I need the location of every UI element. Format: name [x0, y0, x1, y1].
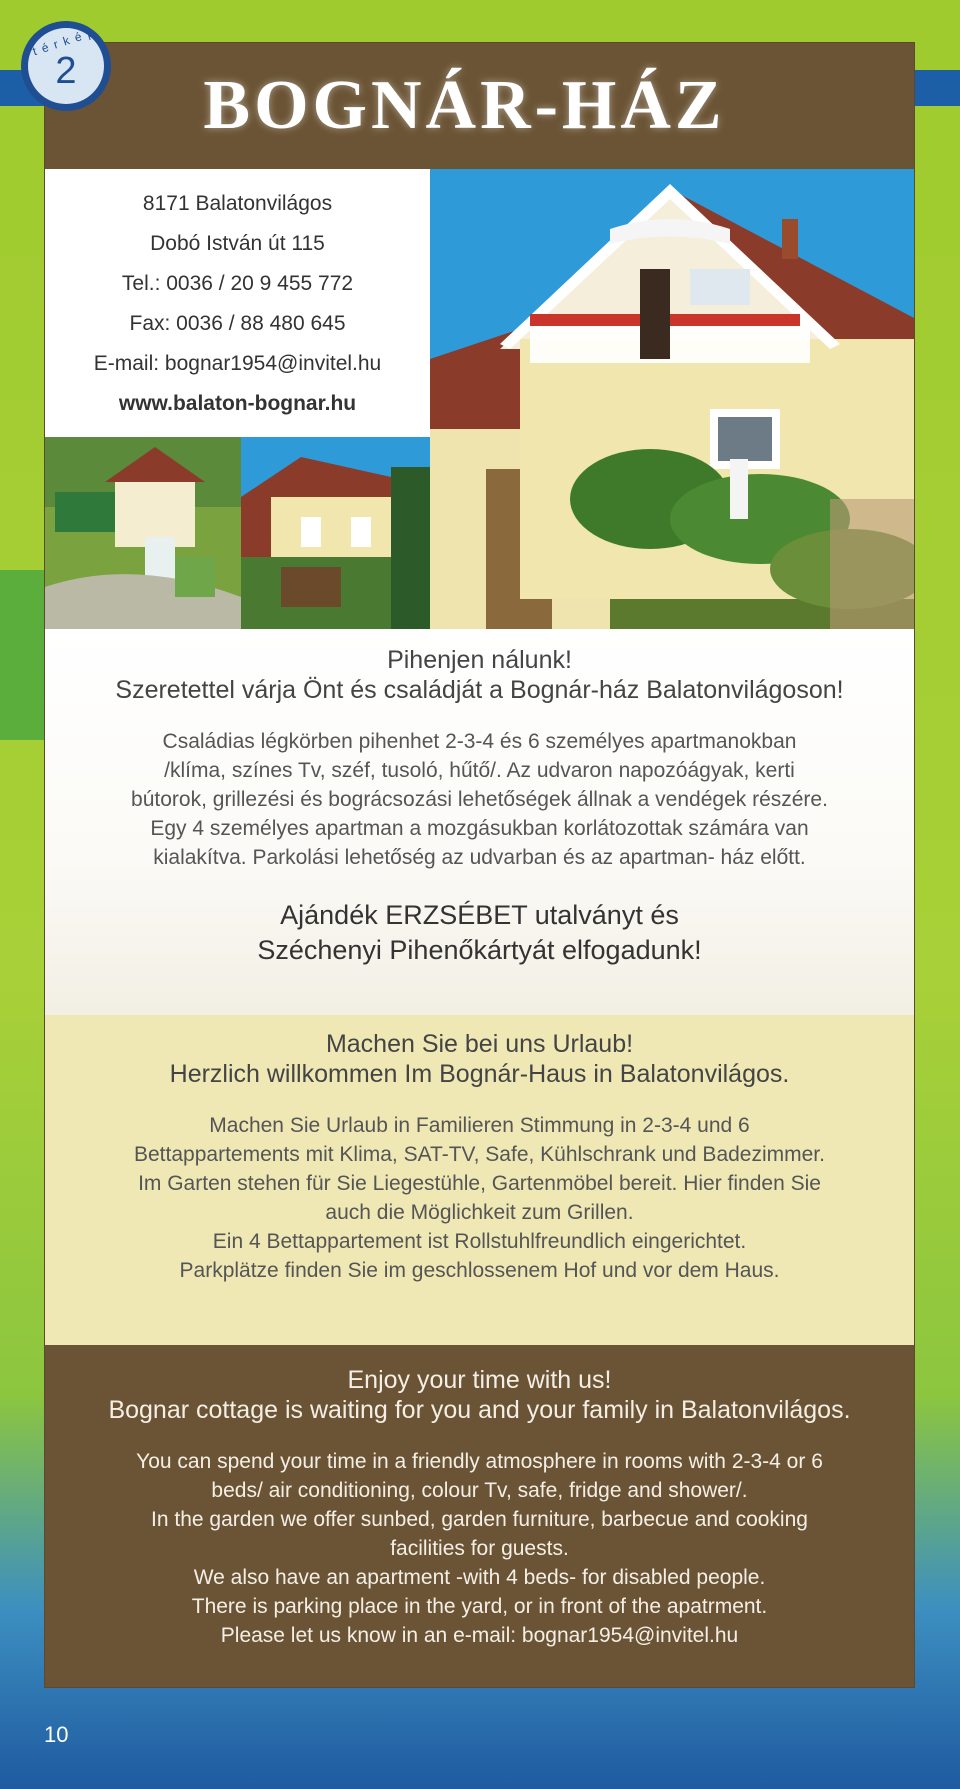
page-number: 10 [44, 1722, 69, 1747]
hu-body-line: kialakítva. Parkolási lehetőség az udvarban és az apartman- ház előtt. [153, 846, 806, 869]
yard-photo [241, 437, 430, 629]
hungarian-section [45, 629, 914, 1015]
house-photo [430, 169, 915, 629]
phone-line: Tel.: 0036 / 20 9 455 772 [121, 271, 354, 295]
hu-body-line: Egy 4 személyes apartman a mozgásukban korlátozottak számára van [150, 817, 809, 840]
hu-body-line: /klíma, színes Tv, széf, tusoló, hűtő/. Az udvaron napozóágyak, kerti [164, 759, 795, 782]
advert-poster [44, 42, 915, 1688]
en-body-line: beds/ air conditioning, colour Tv, safe, fridge and shower/. [211, 1479, 748, 1502]
map-badge-inner [28, 23, 104, 104]
de-body-line: Im Garten stehen für Sie Liegestühle, Gartenmöbel bereit. Hier finden Sie [138, 1172, 821, 1195]
page-title: BOGNÁR-HÁZ [203, 67, 726, 144]
map-badge-number: 2 [55, 49, 77, 92]
de-heading-1: Machen Sie bei uns Urlaub! [325, 1030, 634, 1058]
website-link[interactable]: www.balaton-bognar.hu [118, 391, 357, 415]
map-badge-word: térkép [30, 23, 102, 59]
en-body-line: In the garden we offer sunbed, garden furniture, barbecue and cooking [151, 1508, 808, 1531]
gift-voucher-line-2: Széchenyi Pihenőkártyát elfogadunk! [257, 935, 702, 965]
de-body-line: Machen Sie Urlaub in Familieren Stimmung in 2-3-4 und 6 [209, 1114, 750, 1137]
hu-body-line: Családias légkörben pihenhet 2-3-4 és 6 személyes apartmanokban [162, 730, 797, 753]
de-body-line: auch die Möglichkeit zum Grillen. [325, 1201, 634, 1224]
contact-block [45, 169, 430, 437]
hu-heading-2: Szeretettel várja Önt és családját a Bognár-ház Balatonvilágoson! [115, 676, 844, 704]
address-line-1: 8171 Balatonvilágos [142, 191, 333, 215]
garden-photo [45, 437, 241, 629]
de-body-line: Bettappartements mit Klima, SAT-TV, Safe, Kühlschrank und Badezimmer. [134, 1143, 825, 1166]
header-bar [45, 43, 914, 169]
green-band [0, 570, 46, 740]
gift-voucher-line-1: Ajándék ERZSÉBET utalványt és [280, 900, 679, 930]
de-body-line: Parkplätze finden Sie im geschlossenem Hof und vor dem Haus. [179, 1259, 780, 1282]
en-body-line: We also have an apartment -with 4 beds- for disabled people. [193, 1566, 766, 1589]
en-body-line: Please let us know in an e-mail: bognar1954@invitel.hu [220, 1624, 739, 1647]
email-line[interactable]: E-mail: bognar1954@invitel.hu [93, 351, 382, 375]
en-heading-2: Bognar cottage is waiting for you and your family in Balatonvilágos. [108, 1396, 851, 1424]
english-section [45, 1345, 914, 1688]
german-section [45, 1015, 914, 1345]
en-body-line: facilities for guests. [390, 1537, 569, 1560]
en-body-line: There is parking place in the yard, or in front of the apatrment. [191, 1595, 768, 1618]
fax-line: Fax: 0036 / 88 480 645 [129, 311, 346, 335]
hu-heading-1: Pihenjen nálunk! [387, 646, 572, 674]
de-body-line: Ein 4 Bettappartement ist Rollstuhlfreundlich eingerichtet. [212, 1230, 747, 1253]
address-line-2: Dobó István út 115 [150, 231, 325, 255]
en-heading-1: Enjoy your time with us! [347, 1366, 612, 1394]
hu-body-line: bútorok, grillezési és bográcsozási lehetőségek állnak a vendégek részére. [131, 788, 828, 811]
de-heading-2: Herzlich willkommen Im Bognár-Haus in Balatonvilágos. [169, 1060, 790, 1088]
en-body-line: You can spend your time in a friendly atmosphere in rooms with 2-3-4 or 6 [136, 1450, 823, 1473]
map-badge[interactable] [21, 21, 111, 111]
